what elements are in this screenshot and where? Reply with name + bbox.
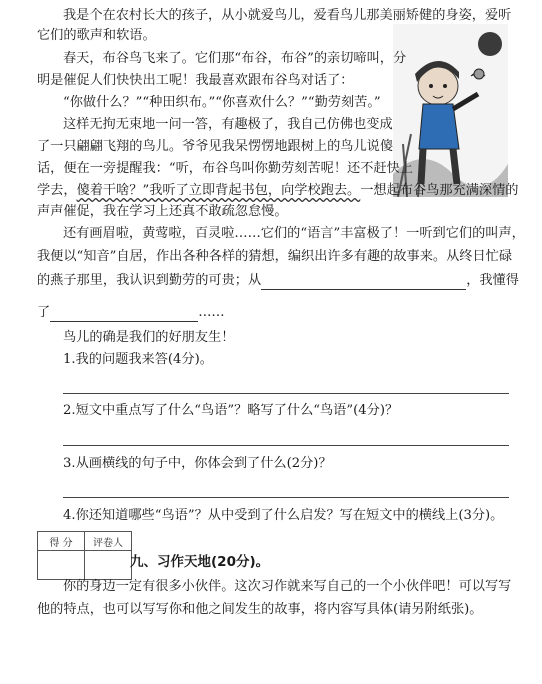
passage-text: …… <box>198 305 225 320</box>
fill-in-blank[interactable] <box>261 275 466 290</box>
score-header: 得 分 <box>38 532 85 551</box>
passage-line <box>37 182 519 200</box>
section-text: 你的身边一定有很多小伙伴。这次习作就来写自己的一个小伙伴吧！可以写写 <box>63 579 512 594</box>
grader-header: 评卷人 <box>85 532 132 551</box>
section-text: 他的特点，也可以写写你和他之间发生的故事，将内容写具体(请另附纸张)。 <box>37 602 483 617</box>
passage-line: 春天，布谷鸟飞来了。它们那“布谷，布谷”的亲切啼叫，分 <box>63 51 407 66</box>
passage-text: 一想起布谷鸟那充满深情的 <box>360 183 519 198</box>
sun-icon <box>478 32 502 56</box>
passage-text: 了 <box>37 305 51 320</box>
passage-line: 我便以“知音”自居，作出各种各样的猜想，编织出许多有趣的故事来。从终日忙碌 <box>37 249 513 264</box>
answer-line-2[interactable] <box>63 445 509 446</box>
fill-in-blank[interactable] <box>50 307 198 322</box>
passage-text: 学去， <box>37 183 77 198</box>
passage-line: 了一只翩翩飞翔的鸟儿。爷爷见我呆愣愣地跟树上的鸟儿说傻 <box>37 139 394 154</box>
passage-line: 话，便在一旁提醒我：“听，布谷鸟叫你勤劳刻苦呢！还不赶快上 <box>37 161 413 176</box>
passage-line: “你做什么？”“种田织布。”“你喜欢什么？”“勤劳刻苦。” <box>63 95 381 110</box>
question-3: 3.从画横线的句子中，你体会到了什么(2分)？ <box>63 456 332 471</box>
passage-line <box>37 272 519 290</box>
passage-line: 声声催促，我在学习上还真不敢疏忽怠慢。 <box>37 204 288 219</box>
question-1: 1.我的问题我来答(4分)。 <box>63 352 213 367</box>
score-cell[interactable] <box>38 551 85 580</box>
passage-line: 这样无拘无束地一问一答，有趣极了，我自己仿佛也变成 <box>63 117 393 132</box>
passage-text: ，我懂得 <box>466 273 519 288</box>
passage-text: 的燕子那里，我认识到勤劳的可贵；从 <box>37 273 262 288</box>
passage-line <box>37 304 225 322</box>
question-2: 2.短文中重点写了什么“鸟语”？略写了什么“鸟语”(4分)？ <box>63 403 399 418</box>
section-title: 九、习作天地(20分)。 <box>130 554 270 570</box>
passage-line: 还有画眉啦，黄莺啦，百灵啦……它们的“语言”丰富极了！一听到它们的叫声， <box>63 226 525 241</box>
passage-line: 明是催促人们快快出工呢！我最喜欢跟布谷鸟对话了： <box>37 73 354 88</box>
question-4: 4.你还知道哪些“鸟语”？从中受到了什么启发？写在短文中的横线上(3分)。 <box>63 508 504 523</box>
wavy-underlined-sentence: 傻着干啥？”我听了立即背起书包，向学校跑去。 <box>76 183 361 198</box>
score-table <box>37 531 132 580</box>
passage-line: 我是个在农村长大的孩子，从小就爱鸟儿，爱看鸟儿那美丽矫健的身姿，爱听 <box>63 8 512 23</box>
grader-cell[interactable] <box>85 551 132 580</box>
answer-line-3[interactable] <box>63 497 509 498</box>
passage-line: 鸟儿的确是我们的好朋友生！ <box>63 330 235 345</box>
passage-line: 它们的歌声和软语。 <box>37 28 156 43</box>
answer-line-1[interactable] <box>63 393 509 394</box>
